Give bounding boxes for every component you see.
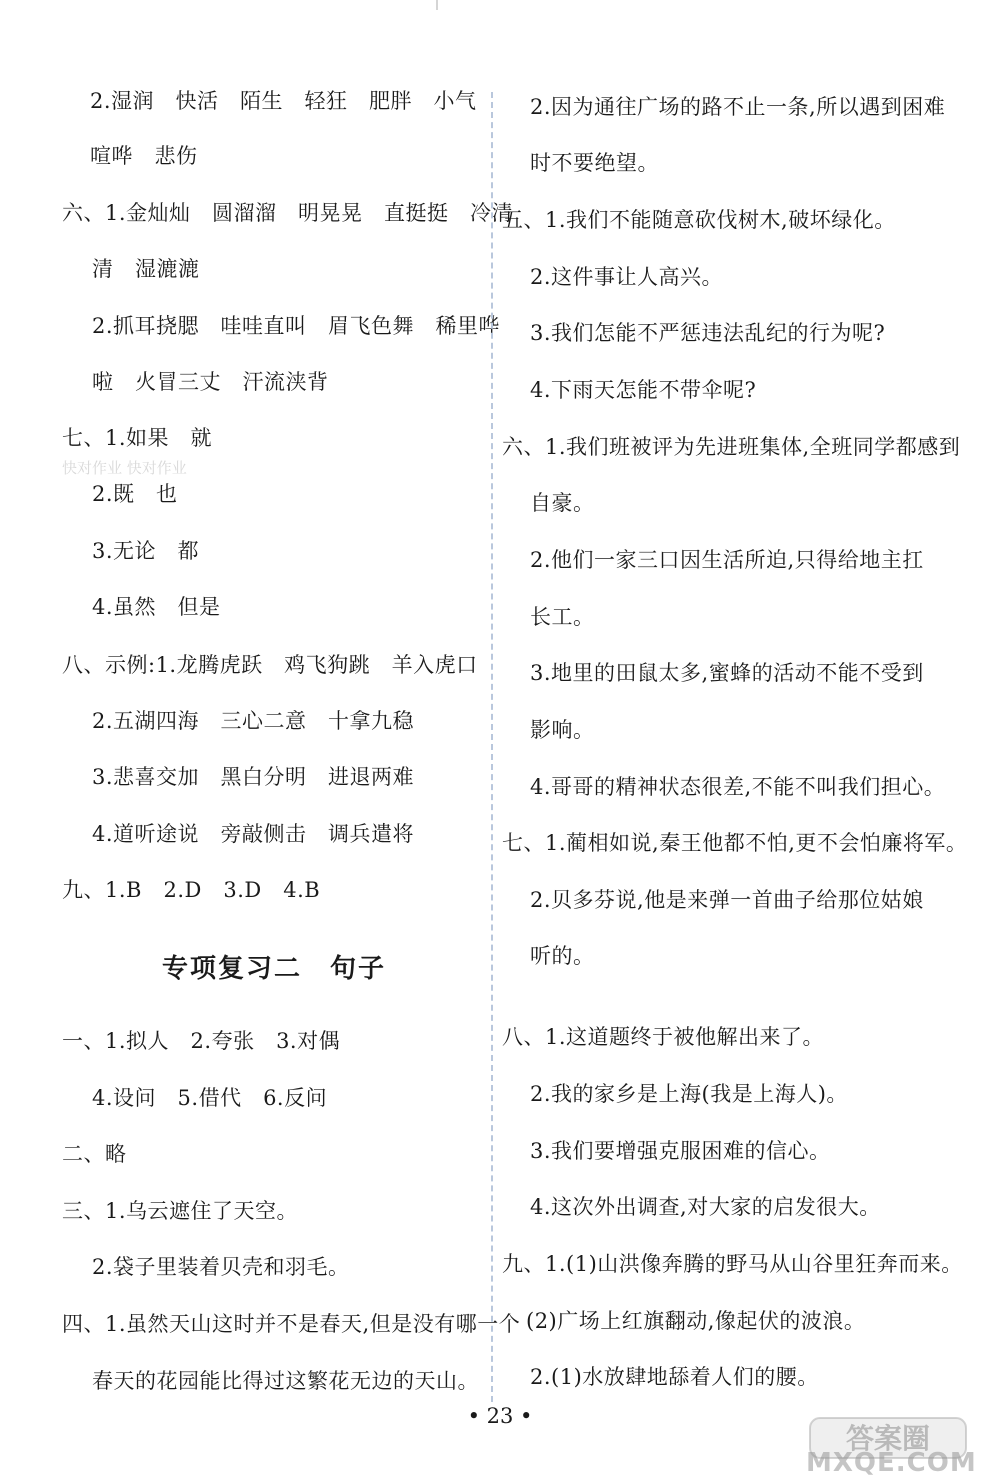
answer-line: 2.抓耳挠腮 哇哇直叫 眉飞色舞 稀里哗	[92, 314, 501, 338]
answer-line: 3.无论 都	[92, 539, 200, 563]
answer-line: 4.这次外出调查,对大家的启发很大。	[530, 1195, 881, 1219]
answer-line: 2.袋子里装着贝壳和羽毛。	[92, 1255, 350, 1279]
answer-line: 八、1.这道题终于被他解出来了。	[502, 1025, 825, 1049]
column-divider	[491, 92, 493, 1402]
answer-line: 2.五湖四海 三心二意 十拿九稳	[92, 709, 415, 733]
answer-line: 九、1.B 2.D 3.D 4.B	[62, 878, 321, 902]
answer-line: 一、1.拟人 2.夸张 3.对偶	[62, 1029, 341, 1053]
answer-line: 3.悲喜交加 黑白分明 进退两难	[92, 765, 415, 789]
answer-line: 4.道听途说 旁敲侧击 调兵遣将	[92, 822, 415, 846]
answer-line: 2.贝多芬说,他是来弹一首曲子给那位姑娘	[530, 888, 924, 912]
answer-line: 2.他们一家三口因生活所迫,只得给地主扛	[530, 548, 924, 572]
answer-line: 4.虽然 但是	[92, 595, 221, 619]
answer-line: 时不要绝望。	[530, 151, 659, 175]
answer-line: 2.因为通往广场的路不止一条,所以遇到困难	[530, 95, 946, 119]
answer-line: 2.湿润 快活 陌生 轻狂 肥胖 小气	[90, 89, 477, 113]
answer-line: 清 湿漉漉	[92, 257, 200, 281]
page-number: • 23 •	[467, 1404, 533, 1428]
top-edge-mark	[436, 0, 438, 10]
answer-line: 听的。	[530, 944, 595, 968]
answer-line: 2.我的家乡是上海(我是上海人)。	[530, 1082, 848, 1106]
answer-line: 影响。	[530, 718, 595, 742]
site-url-watermark: MXQE.COM	[806, 1448, 977, 1478]
logo-text: 答案圈	[845, 1422, 931, 1455]
answer-line: (2)广场上红旗翻动,像起伏的波浪。	[526, 1309, 866, 1333]
answer-line: 八、示例:1.龙腾虎跃 鸡飞狗跳 羊入虎口	[62, 653, 478, 677]
answer-line: 六、1.金灿灿 圆溜溜 明晃晃 直挺挺 冷清	[62, 201, 514, 225]
answer-line: 长工。	[530, 605, 595, 629]
answer-line: 3.地里的田鼠太多,蜜蜂的活动不能不受到	[530, 661, 924, 685]
faint-watermark: 快对作业 快对作业	[62, 459, 187, 477]
answer-line: 4.哥哥的精神状态很差,不能不叫我们担心。	[530, 775, 946, 799]
answer-line: 4.下雨天怎能不带伞呢?	[530, 378, 757, 402]
answer-line: 3.我们要增强克服困难的信心。	[530, 1139, 831, 1163]
answer-line: 2.既 也	[92, 482, 178, 506]
answer-line: 2.(1)水放肆地舔着人们的腰。	[530, 1365, 819, 1389]
answer-line: 4.设问 5.借代 6.反问	[92, 1086, 328, 1110]
answer-line: 啦 火冒三丈 汗流浃背	[92, 370, 329, 394]
answer-line: 2.这件事让人高兴。	[530, 265, 724, 289]
answer-line: 二、略	[62, 1142, 127, 1166]
answer-line: 春天的花园能比得过这繁花无边的天山。	[92, 1369, 479, 1393]
answer-line: 喧哗 悲伤	[90, 144, 198, 168]
answer-line: 七、1.蔺相如说,秦王他都不怕,更不会怕廉将军。	[502, 831, 968, 855]
answer-line: 自豪。	[530, 491, 595, 515]
section-title: 专项复习二 句子	[162, 954, 387, 984]
answer-line: 九、1.(1)山洪像奔腾的野马从山谷里狂奔而来。	[502, 1252, 963, 1276]
answer-line: 六、1.我们班被评为先进班集体,全班同学都感到	[502, 435, 961, 459]
answer-line: 三、1.乌云遮住了天空。	[62, 1199, 299, 1223]
answer-line: 3.我们怎能不严惩违法乱纪的行为呢?	[530, 321, 886, 345]
answer-line: 七、1.如果 就	[62, 426, 213, 450]
answer-line: 五、1.我们不能随意砍伐树木,破坏绿化。	[502, 208, 896, 232]
answer-line: 四、1.虽然天山这时并不是春天,但是没有哪一个	[62, 1312, 521, 1336]
